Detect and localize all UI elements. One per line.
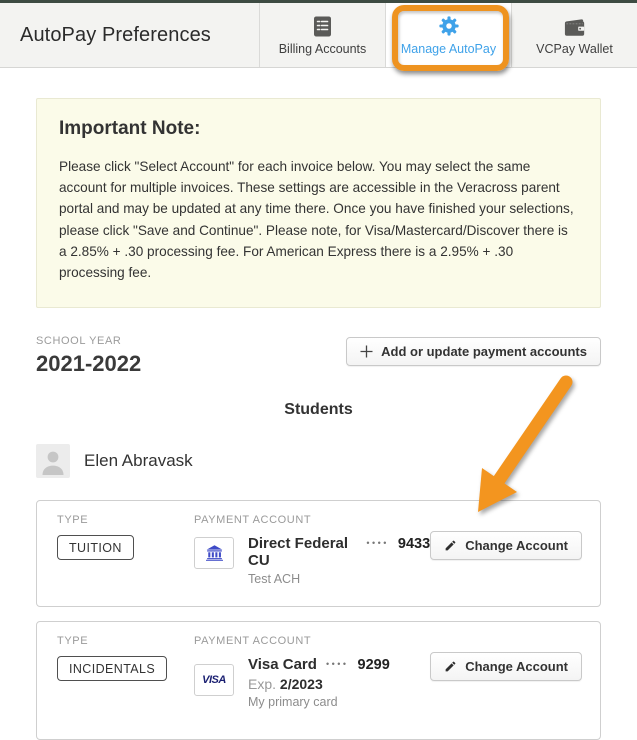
wallet-icon (564, 15, 586, 37)
type-column (57, 635, 194, 681)
account-row (194, 656, 430, 709)
payment-account-label: PAYMENT ACCOUNT (194, 514, 312, 527)
payment-account-label: PAYMENT ACCOUNT (194, 635, 312, 648)
account-line (248, 656, 390, 673)
type-badge: INCIDENTALS (57, 656, 167, 681)
type-label: TYPE (57, 635, 89, 648)
school-year-label: SCHOOL YEAR (36, 335, 122, 348)
note-heading: Important Note: (59, 118, 201, 139)
action-column (430, 652, 582, 681)
visa-logo (194, 664, 234, 696)
tab-label: Manage AutoPay (400, 41, 497, 56)
masked-digits: •••• (366, 538, 389, 549)
visa-logo-text: VISA (202, 674, 226, 687)
school-year-block (36, 335, 141, 377)
tab-billing-accounts[interactable] (259, 3, 385, 67)
bank-icon (194, 537, 234, 569)
account-info (248, 535, 430, 586)
type-label: TYPE (57, 514, 89, 527)
add-payment-accounts-button[interactable] (346, 337, 601, 366)
add-button-label: Add or update payment accounts (381, 344, 587, 360)
account-last4: 9299 (357, 657, 390, 674)
action-column (430, 531, 582, 560)
exp-value: 2/2023 (279, 676, 323, 693)
main-content (0, 98, 637, 740)
page-title: AutoPay Preferences (20, 23, 211, 46)
exp-label: Exp. (248, 676, 277, 693)
type-badge: TUITION (57, 535, 134, 560)
payment-card-incidentals (36, 621, 601, 740)
header (0, 3, 637, 68)
type-column (57, 514, 194, 560)
change-account-label: Change Account (465, 659, 568, 675)
tab-vcpay-wallet[interactable] (511, 3, 637, 67)
tab-label: Billing Accounts (278, 41, 367, 56)
tab-label: VCPay Wallet (536, 41, 613, 56)
important-note (36, 98, 601, 308)
school-year-value: 2021-2022 (36, 351, 142, 377)
masked-digits: •••• (325, 659, 349, 670)
account-row (194, 535, 430, 586)
change-account-label: Change Account (465, 538, 568, 554)
pencil-icon (444, 660, 457, 673)
note-body: Please click "Select Account" for each invoice below. You may select the same account for multiple invoices. These settings are accessible in the Veracross parent portal and may be updated at any time there. Once you have finished your selections, please click "Save and Continue". Please note, for Visa/Mastercard/Discover there is a 2.85% + .30 processing fee. For American Express there is a 2.95% + .30 processing fee. (59, 159, 574, 281)
pencil-icon (444, 539, 457, 552)
account-last4: 9433 (397, 536, 431, 553)
payment-account-column (194, 514, 430, 586)
gear-icon (438, 15, 460, 37)
school-year-row (36, 335, 601, 377)
student-name: Elen Abravask (84, 451, 193, 471)
change-account-button-incidentals[interactable] (430, 652, 582, 681)
account-subtext: Test ACH (248, 572, 301, 587)
account-name: Visa Card (248, 656, 317, 674)
billing-list-icon (313, 15, 332, 37)
plus-icon (360, 345, 373, 358)
change-account-button-tuition[interactable] (430, 531, 582, 560)
avatar (36, 444, 70, 478)
account-line (248, 535, 430, 569)
tab-manage-autopay[interactable] (385, 3, 511, 67)
students-heading: Students (284, 401, 353, 419)
account-subtext: My primary card (248, 695, 338, 710)
expiration-line (248, 676, 390, 692)
payment-account-column (194, 635, 430, 709)
account-name: Direct Federal CU (248, 535, 349, 570)
account-info (248, 656, 390, 709)
student-row (36, 444, 601, 478)
payment-card-tuition (36, 500, 601, 607)
